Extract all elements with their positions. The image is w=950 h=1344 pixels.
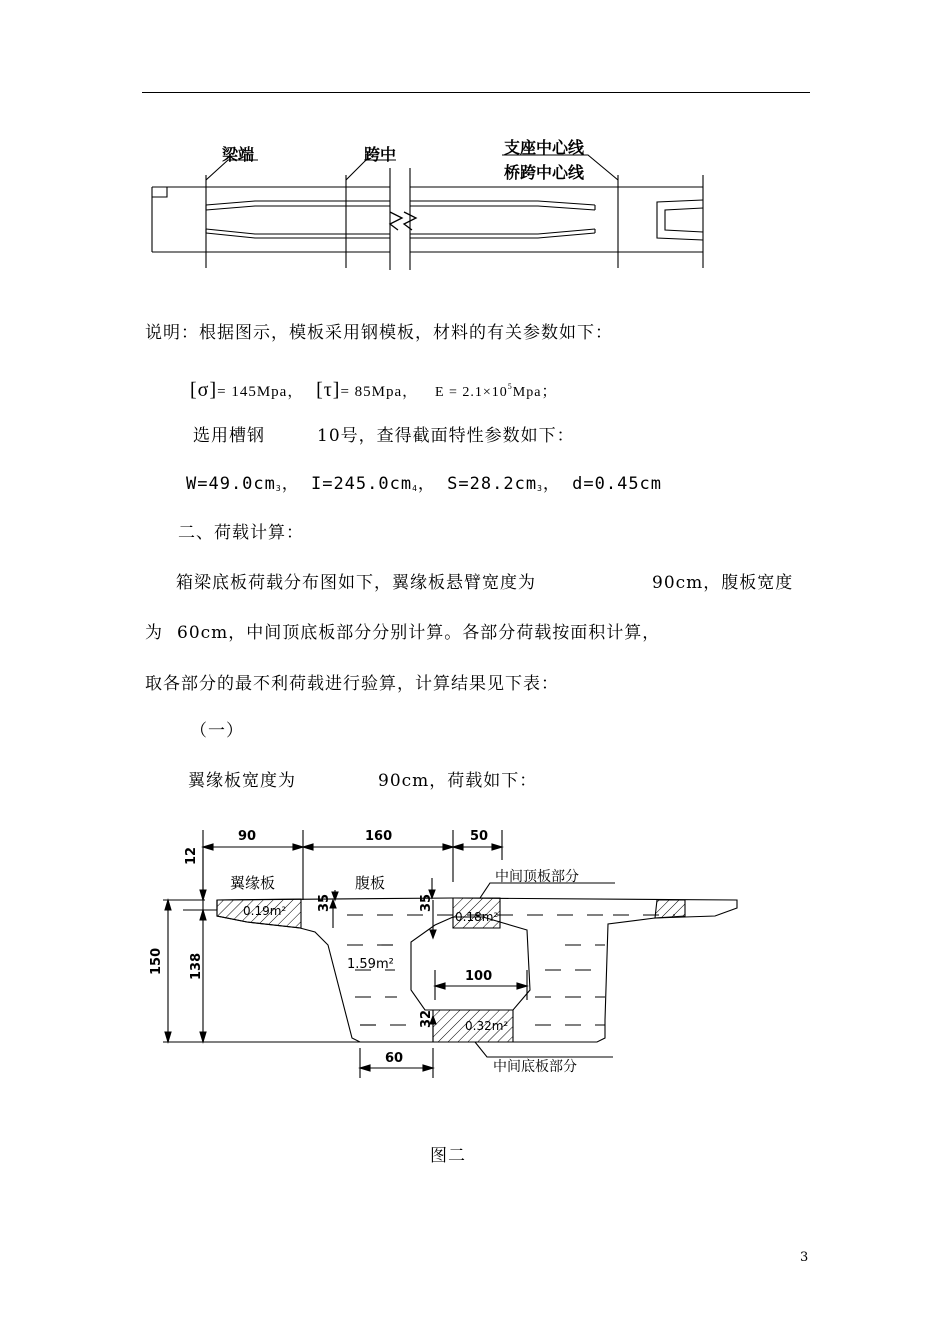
label-mid-top: 中间顶板部分: [495, 869, 579, 885]
separator: ，: [417, 474, 436, 494]
wing-text-a: 翼缘板宽度为: [188, 771, 296, 791]
e-expression: E = 2.1×10: [434, 385, 508, 400]
area-wing: 0.19m²: [243, 904, 287, 918]
channel-number: 10: [317, 426, 341, 446]
separator: ，: [287, 384, 304, 400]
wing-line: [188, 773, 537, 790]
d-value: d=0.45cm: [572, 474, 663, 494]
separator: ，: [402, 384, 419, 400]
intro-text: 说明：根据图示，模板采用钢模板，材料的有关参数如下：: [145, 323, 613, 343]
dim-12: 12: [184, 846, 199, 865]
para1-b: 90cm，腹板宽度: [652, 573, 794, 593]
label-beam-end: 梁端: [222, 145, 255, 164]
w-exp: 3: [275, 484, 282, 493]
dim-35a: 35: [317, 893, 332, 912]
dim-90: 90: [238, 829, 257, 844]
sigma-symbol: [σ]: [190, 379, 218, 401]
label-wing: 翼缘板: [230, 874, 276, 892]
dim-60: 60: [385, 1051, 404, 1066]
channel-post: 号，查得截面特性参数如下：: [340, 426, 575, 446]
dim-35b: 35: [419, 893, 434, 912]
para2-a: 为: [145, 623, 163, 643]
dim-138: 138: [189, 952, 204, 980]
label-mid-bottom: 中间底板部分: [493, 1059, 577, 1075]
dim-150: 150: [149, 947, 164, 975]
dim-50: 50: [470, 829, 489, 844]
label-web: 腹板: [355, 874, 386, 892]
area-web: 1.59m²: [347, 957, 394, 972]
tau-symbol: [τ]: [316, 379, 341, 401]
para1-a: 箱梁底板荷载分布图如下，翼缘板悬臂宽度为: [176, 573, 536, 593]
s-value: S=28.2cm: [447, 474, 538, 494]
para3: 取各部分的最不利荷载进行验算，计算结果见下表：: [145, 674, 559, 694]
label-bearing-line: 支座中心线: [504, 138, 585, 157]
load-title: 二、荷载计算：: [178, 523, 304, 543]
dim-100: 100: [465, 969, 493, 984]
dim-160: 160: [365, 829, 393, 844]
area-bottom: 0.32m²: [465, 1019, 509, 1033]
figure-caption: 图二: [430, 1146, 466, 1166]
cross-section-diagram: [135, 820, 745, 1095]
page-number: 3: [800, 1250, 809, 1265]
channel-pre: 选用槽钢: [193, 426, 265, 446]
channel-steel-line: [193, 428, 575, 445]
header-rule: [142, 92, 810, 93]
i-exp: 4: [412, 484, 418, 493]
subsection-title: （一）: [190, 721, 244, 741]
wing-text-b: 90cm，荷载如下：: [378, 771, 538, 791]
area-mid-top: 0.18m²: [455, 910, 499, 924]
sigma-value: = 145Mpa: [217, 384, 288, 400]
separator: ，: [542, 474, 561, 494]
tau-value: = 85Mpa: [340, 384, 403, 400]
i-value: I=245.0cm: [310, 474, 413, 494]
terminator: ；: [541, 384, 558, 400]
para2-b: 60cm，中间顶底板部分分别计算。各部分荷载按面积计算，: [177, 623, 661, 643]
material-formula: [190, 380, 557, 400]
e-exponent: 5: [507, 382, 513, 391]
separator: ，: [281, 474, 300, 494]
dim-32: 32: [419, 1009, 434, 1028]
w-value: W=49.0cm: [186, 474, 276, 494]
e-unit: Mpa: [512, 385, 542, 400]
section-properties: [186, 476, 662, 493]
label-midspan: 跨中: [364, 145, 397, 164]
s-exp: 3: [537, 484, 543, 493]
label-span-line: 桥跨中心线: [504, 163, 585, 182]
